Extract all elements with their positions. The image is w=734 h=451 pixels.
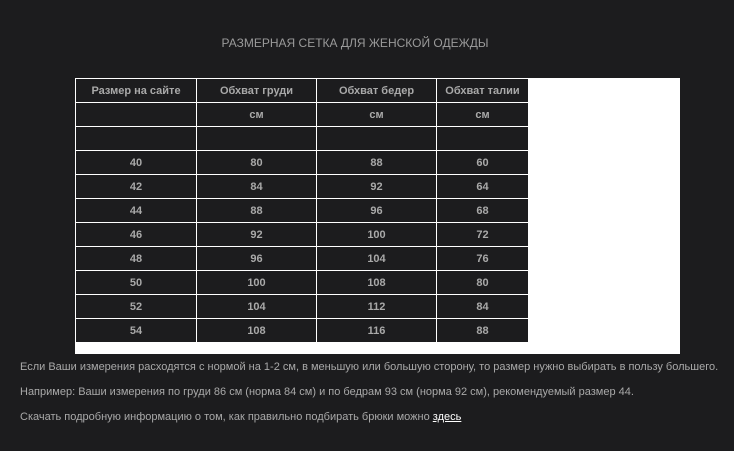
table-cell: 80: [437, 271, 529, 295]
header-hips: Обхват бедер: [317, 79, 437, 103]
table-cell: [76, 127, 197, 151]
size-table: [75, 78, 529, 343]
table-row: [76, 295, 529, 319]
table-cell: 112: [317, 295, 437, 319]
table-cell: [197, 127, 317, 151]
table-cell: 40: [76, 151, 197, 175]
table-cell: 64: [437, 175, 529, 199]
unit-cell: [76, 103, 197, 127]
table-cell: 108: [197, 319, 317, 343]
table-cell: 44: [76, 199, 197, 223]
table-cell: 104: [317, 247, 437, 271]
size-chart: [75, 78, 680, 354]
table-cell: 80: [197, 151, 317, 175]
table-cell: 84: [197, 175, 317, 199]
table-cell: 100: [197, 271, 317, 295]
unit-cell: см: [437, 103, 529, 127]
table-row: [76, 223, 529, 247]
table-cell: 92: [197, 223, 317, 247]
note-rounding: Если Ваши измерения расходятся с нормой на 1-2 см, в меньшую или большую сторону, то размер нужно выбирать в пользу большего.: [20, 361, 719, 373]
table-cell: 48: [76, 247, 197, 271]
header-waist: Обхват талии: [437, 79, 529, 103]
table-header-row: [76, 79, 529, 103]
table-row: [76, 319, 529, 343]
download-link[interactable]: здесь: [432, 411, 462, 423]
table-cell: 88: [317, 151, 437, 175]
unit-cell: см: [317, 103, 437, 127]
table-cell: 52: [76, 295, 197, 319]
table-cell: [437, 127, 529, 151]
table-cell: 108: [317, 271, 437, 295]
table-units-row: [76, 103, 529, 127]
table-cell: 68: [437, 199, 529, 223]
unit-cell: см: [197, 103, 317, 127]
table-cell: 116: [317, 319, 437, 343]
note-download-text: Скачать подробную информацию о том, как правильно подбирать брюки можно: [20, 411, 433, 423]
table-row: [76, 175, 529, 199]
table-cell: 50: [76, 271, 197, 295]
table-cell: 100: [317, 223, 437, 247]
note-example: Например: Ваши измерения по груди 86 см (норма 84 см) и по бедрам 93 см (норма 92 см), рекомендуемый размер 44.: [20, 386, 634, 398]
table-cell: 88: [437, 319, 529, 343]
page-title: РАЗМЕРНАЯ СЕТКА ДЛЯ ЖЕНСКОЙ ОДЕЖДЫ: [221, 36, 489, 50]
table-cell: 54: [76, 319, 197, 343]
table-row: [76, 247, 529, 271]
note-download: [20, 411, 718, 423]
table-cell: 76: [437, 247, 529, 271]
header-chest: Обхват груди: [197, 79, 317, 103]
table-cell: 84: [437, 295, 529, 319]
table-cell: 96: [317, 199, 437, 223]
header-size: Размер на сайте: [76, 79, 197, 103]
table-cell: 60: [437, 151, 529, 175]
table-row: [76, 271, 529, 295]
table-cell: 88: [197, 199, 317, 223]
table-row: [76, 199, 529, 223]
table-cell: [317, 127, 437, 151]
table-row: [76, 127, 529, 151]
table-cell: 72: [437, 223, 529, 247]
table-cell: 104: [197, 295, 317, 319]
table-cell: 92: [317, 175, 437, 199]
table-cell: 96: [197, 247, 317, 271]
size-notes: [20, 361, 718, 436]
table-cell: 42: [76, 175, 197, 199]
table-row: [76, 151, 529, 175]
table-cell: 46: [76, 223, 197, 247]
